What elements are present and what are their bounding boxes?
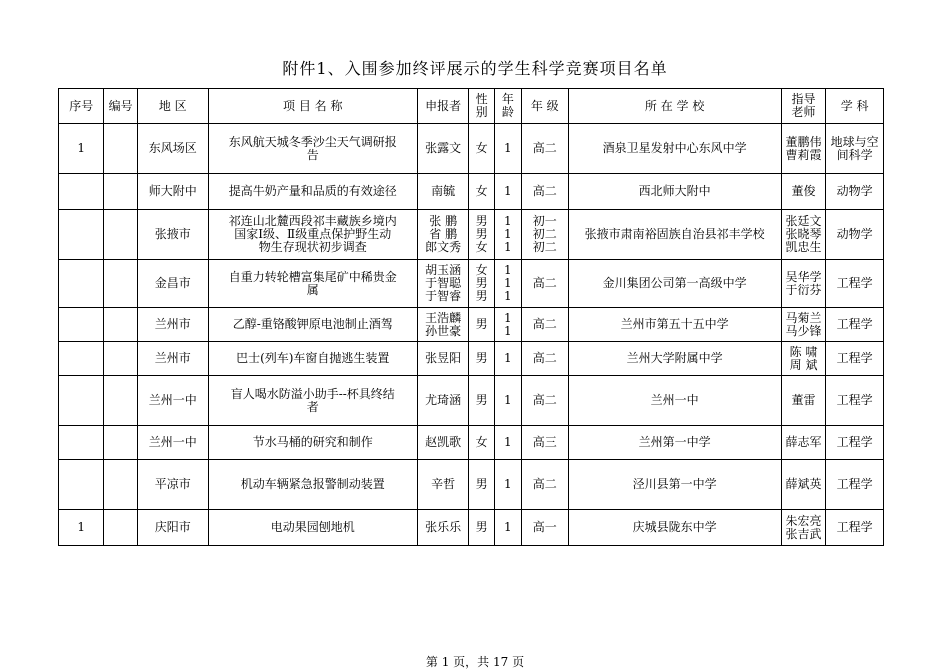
cell-genders: 男 xyxy=(469,510,494,546)
cell-seq xyxy=(59,376,104,426)
cell-ages: 1 xyxy=(494,174,521,210)
cell-applicants: 王浩麟 孙世豪 xyxy=(417,308,469,342)
cell-project: 盲人喝水防溢小助手--杯具终结 者 xyxy=(208,376,417,426)
cell-applicants: 张昱阳 xyxy=(417,342,469,376)
header-school: 所 在 学 校 xyxy=(568,89,781,124)
cell-school: 酒泉卫星发射中心东风中学 xyxy=(568,124,781,174)
cell-genders: 女 男 男 xyxy=(469,260,494,308)
cell-teachers: 薛斌英 xyxy=(781,460,825,510)
cell-teachers: 吴华学 于衍芬 xyxy=(781,260,825,308)
table-row xyxy=(59,426,884,460)
cell-school: 金川集团公司第一高级中学 xyxy=(568,260,781,308)
cell-applicants: 张乐乐 xyxy=(417,510,469,546)
cell-code xyxy=(104,308,137,342)
cell-code xyxy=(104,342,137,376)
cell-seq xyxy=(59,342,104,376)
cell-grades: 高二 xyxy=(522,342,569,376)
cell-region: 兰州一中 xyxy=(137,376,208,426)
cell-school: 泾川县第一中学 xyxy=(568,460,781,510)
cell-region: 兰州市 xyxy=(137,308,208,342)
table-row xyxy=(59,510,884,546)
cell-grades: 高二 xyxy=(522,460,569,510)
cell-project: 乙醇-重铬酸钾原电池制止酒驾 xyxy=(208,308,417,342)
cell-project: 自重力转轮槽富集尾矿中稀贵金 属 xyxy=(208,260,417,308)
cell-school: 兰州大学附属中学 xyxy=(568,342,781,376)
cell-project: 巴士(列车)车窗自抛逃生装置 xyxy=(208,342,417,376)
cell-project: 电动果园刨地机 xyxy=(208,510,417,546)
cell-teachers: 董鹏伟 曹莉霞 xyxy=(781,124,825,174)
cell-teachers: 张廷文 张晓琴 凯忠生 xyxy=(781,210,825,260)
cell-seq: 1 xyxy=(59,510,104,546)
cell-region: 东风场区 xyxy=(137,124,208,174)
cell-code xyxy=(104,510,137,546)
cell-subject: 地球与空 间科学 xyxy=(826,124,884,174)
cell-seq xyxy=(59,174,104,210)
cell-applicants: 赵凯歌 xyxy=(417,426,469,460)
cell-applicants: 辛哲 xyxy=(417,460,469,510)
cell-ages: 1 xyxy=(494,426,521,460)
header-age: 年 龄 xyxy=(494,89,521,124)
header-teacher: 指导 老师 xyxy=(781,89,825,124)
cell-genders: 女 xyxy=(469,426,494,460)
cell-ages: 1 1 1 xyxy=(494,260,521,308)
cell-teachers: 陈 啸 周 斌 xyxy=(781,342,825,376)
cell-genders: 女 xyxy=(469,124,494,174)
cell-school: 张掖市肃南裕固族自治县祁丰学校 xyxy=(568,210,781,260)
cell-school: 西北师大附中 xyxy=(568,174,781,210)
cell-code xyxy=(104,460,137,510)
header-project: 项 目 名 称 xyxy=(208,89,417,124)
cell-grades: 初一 初二 初二 xyxy=(522,210,569,260)
cell-code xyxy=(104,376,137,426)
table-row xyxy=(59,210,884,260)
cell-subject: 工程学 xyxy=(826,308,884,342)
cell-grades: 高二 xyxy=(522,174,569,210)
cell-school: 兰州市第五十五中学 xyxy=(568,308,781,342)
cell-seq xyxy=(59,260,104,308)
table-row xyxy=(59,342,884,376)
cell-region: 师大附中 xyxy=(137,174,208,210)
cell-project: 节水马桶的研究和制作 xyxy=(208,426,417,460)
table-row xyxy=(59,308,884,342)
cell-subject: 工程学 xyxy=(826,376,884,426)
cell-project: 提高牛奶产量和品质的有效途径 xyxy=(208,174,417,210)
cell-grades: 高二 xyxy=(522,124,569,174)
cell-code xyxy=(104,260,137,308)
header-subject: 学 科 xyxy=(826,89,884,124)
cell-genders: 男 xyxy=(469,342,494,376)
cell-grades: 高二 xyxy=(522,376,569,426)
cell-ages: 1 xyxy=(494,124,521,174)
header-row xyxy=(59,89,884,124)
page-footer: 第 1 页，共 17 页 xyxy=(425,655,525,669)
cell-ages: 1 xyxy=(494,376,521,426)
cell-grades: 高二 xyxy=(522,308,569,342)
cell-ages: 1 xyxy=(494,342,521,376)
cell-ages: 1 1 xyxy=(494,308,521,342)
cell-genders: 男 男 女 xyxy=(469,210,494,260)
cell-teachers: 董俊 xyxy=(781,174,825,210)
cell-applicants: 尤琦涵 xyxy=(417,376,469,426)
document-title: 附件1、入围参加终评展示的学生科学竞赛项目名单 xyxy=(282,59,668,78)
header-gender: 性 别 xyxy=(469,89,494,124)
cell-code xyxy=(104,210,137,260)
cell-ages: 1 xyxy=(494,510,521,546)
cell-genders: 男 xyxy=(469,460,494,510)
cell-project: 机动车辆紧急报警制动装置 xyxy=(208,460,417,510)
cell-grades: 高三 xyxy=(522,426,569,460)
cell-region: 张掖市 xyxy=(137,210,208,260)
cell-region: 平凉市 xyxy=(137,460,208,510)
cell-region: 金昌市 xyxy=(137,260,208,308)
cell-teachers: 董雷 xyxy=(781,376,825,426)
cell-teachers: 朱宏亮 张吉武 xyxy=(781,510,825,546)
cell-seq xyxy=(59,308,104,342)
cell-genders: 男 xyxy=(469,308,494,342)
cell-subject: 动物学 xyxy=(826,210,884,260)
header-region: 地 区 xyxy=(137,89,208,124)
cell-subject: 工程学 xyxy=(826,426,884,460)
cell-subject: 工程学 xyxy=(826,342,884,376)
table-row xyxy=(59,376,884,426)
cell-school: 兰州第一中学 xyxy=(568,426,781,460)
table-row xyxy=(59,460,884,510)
cell-applicants: 张 鹏 省 鹏 郎文秀 xyxy=(417,210,469,260)
cell-grades: 高二 xyxy=(522,260,569,308)
table-row xyxy=(59,124,884,174)
cell-applicants: 南毓 xyxy=(417,174,469,210)
project-table xyxy=(58,88,884,546)
cell-teachers: 薛志军 xyxy=(781,426,825,460)
cell-seq: 1 xyxy=(59,124,104,174)
cell-grades: 高一 xyxy=(522,510,569,546)
cell-ages: 1 xyxy=(494,460,521,510)
cell-seq xyxy=(59,210,104,260)
cell-subject: 工程学 xyxy=(826,510,884,546)
cell-applicants: 张露文 xyxy=(417,124,469,174)
cell-applicants: 胡玉涵 于智聪 于智睿 xyxy=(417,260,469,308)
cell-code xyxy=(104,426,137,460)
cell-subject: 工程学 xyxy=(826,260,884,308)
table-row xyxy=(59,260,884,308)
table-row xyxy=(59,174,884,210)
cell-project: 祁连山北麓西段祁丰藏族乡境内 国家Ⅰ级、Ⅱ级重点保护野生动 物生存现状初步调查 xyxy=(208,210,417,260)
header-seq: 序号 xyxy=(59,89,104,124)
cell-subject: 动物学 xyxy=(826,174,884,210)
cell-seq xyxy=(59,426,104,460)
cell-genders: 男 xyxy=(469,376,494,426)
cell-school: 庆城县陇东中学 xyxy=(568,510,781,546)
header-grade: 年 级 xyxy=(522,89,569,124)
cell-region: 兰州市 xyxy=(137,342,208,376)
cell-code xyxy=(104,124,137,174)
cell-region: 庆阳市 xyxy=(137,510,208,546)
cell-school: 兰州一中 xyxy=(568,376,781,426)
cell-subject: 工程学 xyxy=(826,460,884,510)
cell-seq xyxy=(59,460,104,510)
cell-teachers: 马菊兰 马少锋 xyxy=(781,308,825,342)
cell-ages: 1 1 1 xyxy=(494,210,521,260)
cell-code xyxy=(104,174,137,210)
header-code: 编号 xyxy=(104,89,137,124)
cell-project: 东风航天城冬季沙尘天气调研报 告 xyxy=(208,124,417,174)
cell-region: 兰州一中 xyxy=(137,426,208,460)
header-applicant: 申报者 xyxy=(417,89,469,124)
cell-genders: 女 xyxy=(469,174,494,210)
